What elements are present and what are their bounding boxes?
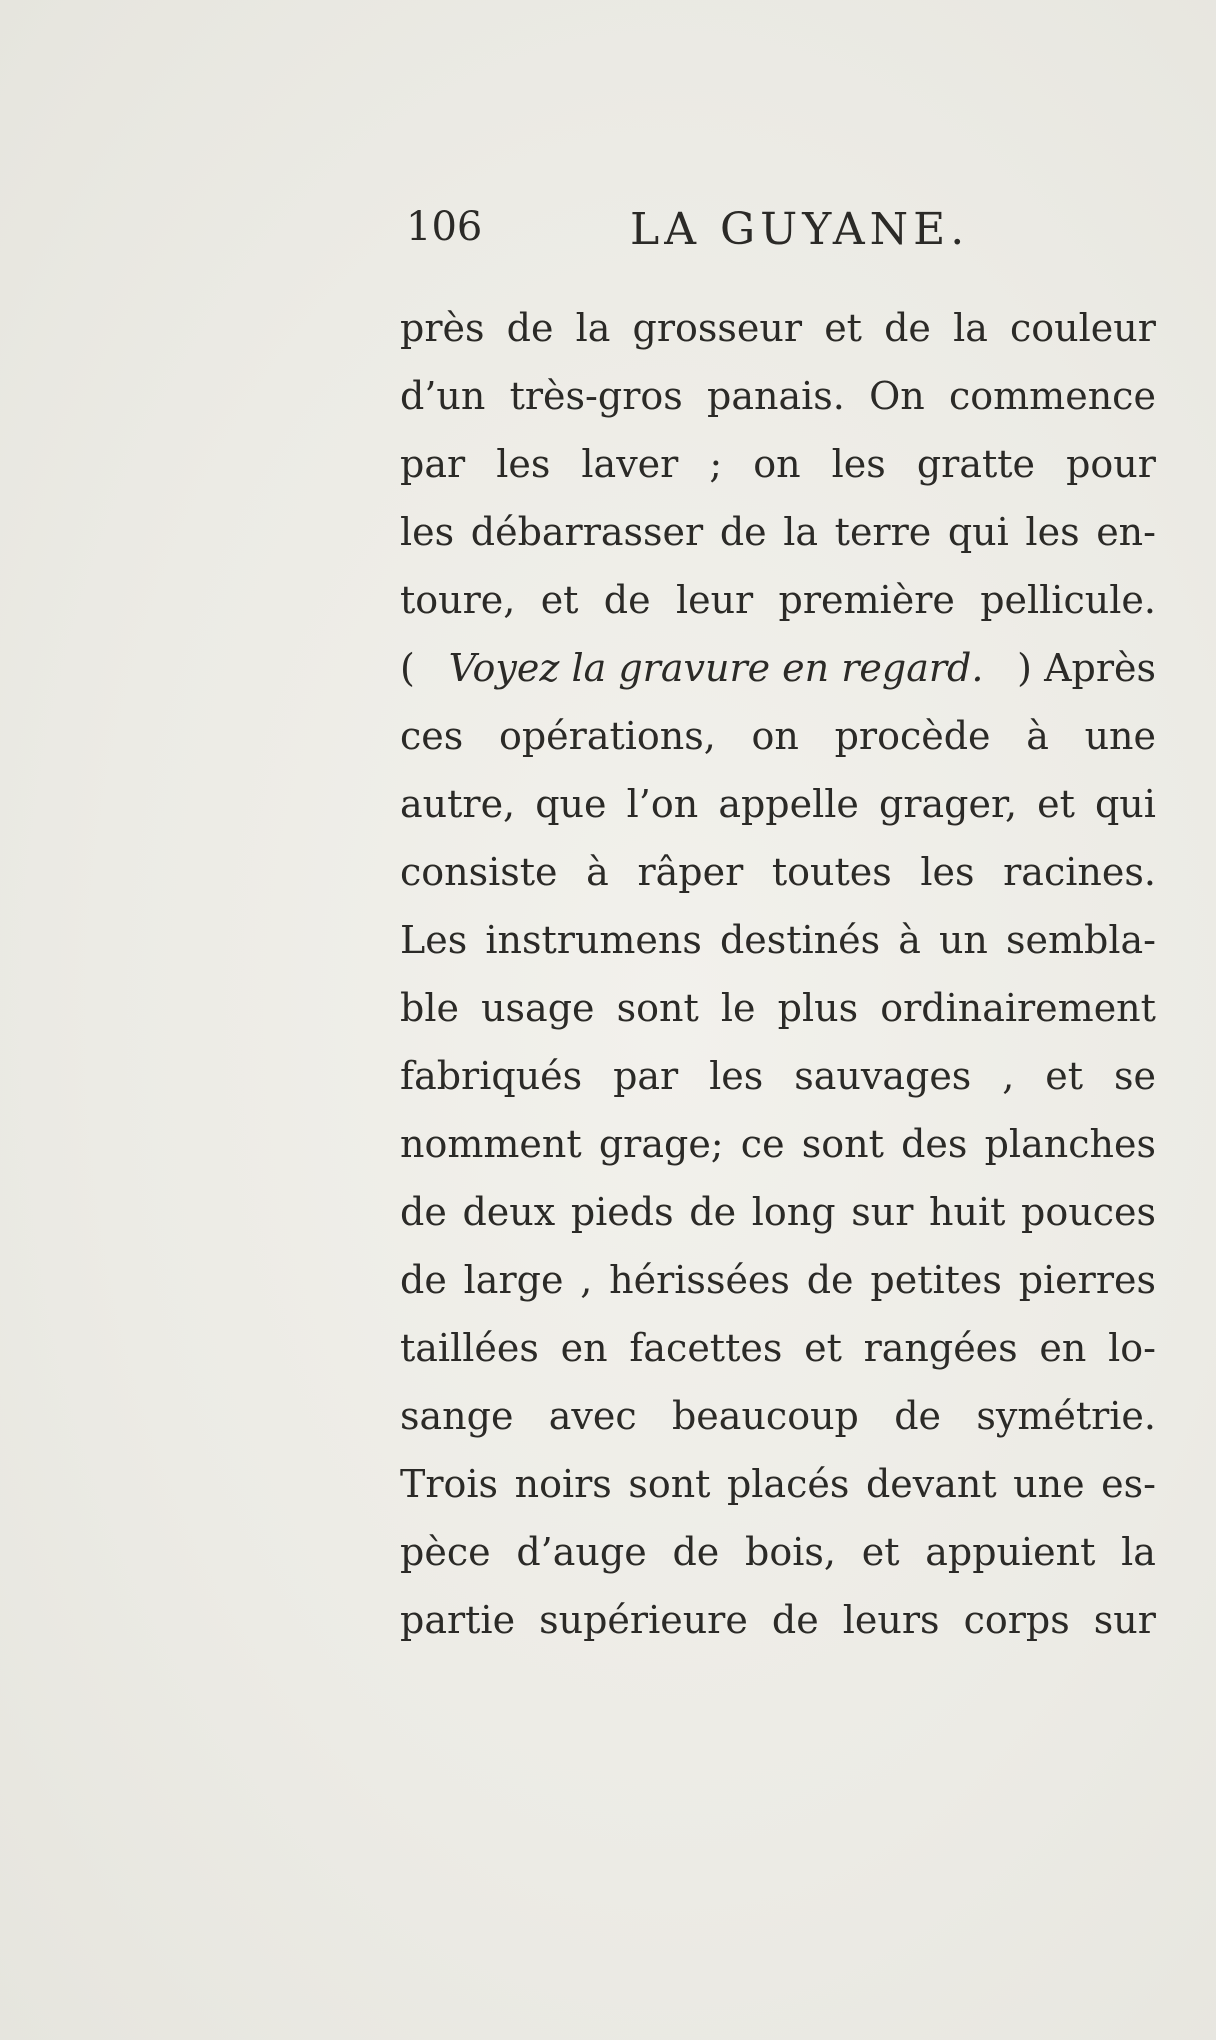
word: grage; bbox=[598, 1122, 724, 1166]
word: sur bbox=[1093, 1598, 1156, 1642]
word: On bbox=[869, 374, 925, 418]
text-line bbox=[400, 770, 1156, 838]
word: de bbox=[884, 306, 931, 350]
word: en bbox=[560, 1326, 608, 1370]
word: devant bbox=[865, 1462, 997, 1506]
word: autre, bbox=[400, 782, 516, 826]
word: toutes bbox=[771, 850, 892, 894]
word: et bbox=[804, 1326, 842, 1370]
word: les bbox=[400, 510, 455, 554]
word: sange bbox=[400, 1394, 514, 1438]
word: de bbox=[506, 306, 554, 350]
word: ce bbox=[740, 1122, 785, 1166]
word: deux bbox=[462, 1190, 556, 1234]
word: laver bbox=[581, 442, 679, 486]
word: usage bbox=[481, 986, 595, 1030]
text-line bbox=[400, 1042, 1156, 1110]
word: on bbox=[751, 714, 799, 758]
page-number: 106 bbox=[406, 204, 483, 250]
word: pouces bbox=[1021, 1190, 1156, 1234]
word: les bbox=[1025, 510, 1080, 554]
word: première bbox=[778, 578, 955, 622]
word: et bbox=[540, 578, 579, 622]
word: taillées bbox=[400, 1326, 539, 1370]
text-line bbox=[400, 1518, 1156, 1586]
word: de bbox=[400, 1258, 447, 1302]
word: de bbox=[771, 1598, 819, 1642]
text-line bbox=[400, 498, 1156, 566]
word: pellicule. bbox=[980, 578, 1156, 622]
text-line bbox=[400, 1382, 1156, 1450]
word: d’auge bbox=[516, 1530, 647, 1574]
word: leur bbox=[675, 578, 754, 622]
word: large bbox=[463, 1258, 564, 1302]
word: l’on bbox=[626, 782, 699, 826]
word: Les bbox=[400, 918, 468, 962]
text-line bbox=[400, 430, 1156, 498]
text-line bbox=[400, 906, 1156, 974]
word: qui bbox=[947, 510, 1009, 554]
text-line bbox=[400, 702, 1156, 770]
word: par bbox=[613, 1054, 679, 1098]
word: ; bbox=[709, 442, 723, 486]
word: facettes bbox=[629, 1326, 783, 1370]
word: appuient bbox=[925, 1530, 1096, 1574]
word: à bbox=[1026, 714, 1049, 758]
word: se bbox=[1113, 1054, 1156, 1098]
word: long bbox=[751, 1190, 836, 1234]
word: sont bbox=[801, 1122, 884, 1166]
word: sembla- bbox=[1005, 918, 1156, 962]
text-line bbox=[400, 566, 1156, 634]
word: par bbox=[400, 442, 466, 486]
word: de bbox=[894, 1394, 942, 1438]
paren-close: ) Après bbox=[1017, 646, 1156, 690]
word: que bbox=[535, 782, 607, 826]
word: bois, bbox=[745, 1530, 836, 1574]
word: procède bbox=[834, 714, 991, 758]
word: les bbox=[496, 442, 551, 486]
word: et bbox=[861, 1530, 900, 1574]
word: appelle bbox=[718, 782, 859, 826]
word: en bbox=[1039, 1326, 1087, 1370]
word: de bbox=[603, 578, 651, 622]
word: symétrie. bbox=[976, 1394, 1156, 1438]
word: sur bbox=[851, 1190, 914, 1234]
word: gratte bbox=[916, 442, 1036, 486]
word: qui bbox=[1094, 782, 1156, 826]
word: près bbox=[400, 306, 485, 350]
word: hérissées bbox=[609, 1258, 790, 1302]
text-line bbox=[400, 1450, 1156, 1518]
word: en- bbox=[1096, 510, 1156, 554]
word: la bbox=[953, 306, 988, 350]
word: plus bbox=[777, 986, 859, 1030]
word: sont bbox=[616, 986, 699, 1030]
word: nomment bbox=[400, 1122, 582, 1166]
word: de bbox=[400, 1190, 447, 1234]
word: de bbox=[672, 1530, 720, 1574]
word: huit bbox=[929, 1190, 1006, 1234]
word: petites bbox=[870, 1258, 1002, 1302]
word: les bbox=[709, 1054, 764, 1098]
word: et bbox=[1037, 782, 1075, 826]
word: pour bbox=[1066, 442, 1156, 486]
word: d’un bbox=[400, 374, 486, 418]
text-line bbox=[400, 1586, 1156, 1654]
word: sauvages bbox=[794, 1054, 972, 1098]
word: et bbox=[824, 306, 862, 350]
word: , bbox=[580, 1258, 593, 1302]
word: ces bbox=[400, 714, 464, 758]
word: ble bbox=[400, 986, 459, 1030]
word: une bbox=[1013, 1462, 1085, 1506]
figure-reference: Voyez la gravure en regard. bbox=[448, 646, 984, 690]
word: pierres bbox=[1018, 1258, 1156, 1302]
word: leurs bbox=[842, 1598, 940, 1642]
word: et bbox=[1045, 1054, 1084, 1098]
word: pieds bbox=[570, 1190, 674, 1234]
text-line bbox=[400, 1110, 1156, 1178]
word: à bbox=[586, 850, 609, 894]
word: les bbox=[920, 850, 975, 894]
page-header bbox=[406, 204, 1166, 264]
word: des bbox=[901, 1122, 968, 1166]
body-text bbox=[400, 294, 1156, 1654]
word: racines. bbox=[1003, 850, 1156, 894]
text-line bbox=[400, 1178, 1156, 1246]
word: supérieure bbox=[539, 1598, 748, 1642]
word: ordinairement bbox=[880, 986, 1156, 1030]
word: planches bbox=[984, 1122, 1156, 1166]
word: terre bbox=[834, 510, 932, 554]
word: beaucoup bbox=[671, 1394, 859, 1438]
word: très-gros bbox=[509, 374, 683, 418]
word: la bbox=[1121, 1530, 1156, 1574]
word: à bbox=[898, 918, 921, 962]
word: , bbox=[1002, 1054, 1015, 1098]
word: destinés bbox=[719, 918, 881, 962]
word: corps bbox=[963, 1598, 1070, 1642]
word: la bbox=[783, 510, 819, 554]
word: rangées bbox=[863, 1326, 1018, 1370]
word: de bbox=[719, 510, 767, 554]
word: fabriqués bbox=[400, 1054, 583, 1098]
word: râper bbox=[637, 850, 744, 894]
word: grosseur bbox=[632, 306, 803, 350]
word: partie bbox=[400, 1598, 516, 1642]
word: une bbox=[1084, 714, 1156, 758]
word: grager, bbox=[879, 782, 1018, 826]
word: consiste bbox=[400, 850, 558, 894]
word: lo- bbox=[1108, 1326, 1156, 1370]
word: commence bbox=[948, 374, 1156, 418]
word: le bbox=[720, 986, 756, 1030]
word: panais. bbox=[707, 374, 845, 418]
text-line-figure-reference bbox=[400, 634, 1156, 702]
word: de bbox=[806, 1258, 854, 1302]
running-title: LA GUYANE. bbox=[630, 204, 970, 255]
text-line bbox=[400, 974, 1156, 1042]
text-line bbox=[400, 838, 1156, 906]
word: on bbox=[753, 442, 801, 486]
word: de bbox=[689, 1190, 737, 1234]
word: Trois bbox=[400, 1462, 499, 1506]
word: couleur bbox=[1010, 306, 1156, 350]
word: placés bbox=[726, 1462, 850, 1506]
word: pèce bbox=[400, 1530, 491, 1574]
word: opérations, bbox=[498, 714, 716, 758]
word: un bbox=[938, 918, 988, 962]
word: la bbox=[575, 306, 611, 350]
word: avec bbox=[548, 1394, 637, 1438]
word: sont bbox=[628, 1462, 711, 1506]
text-line bbox=[400, 294, 1156, 362]
word: es- bbox=[1101, 1462, 1156, 1506]
paren-open: ( bbox=[400, 646, 415, 690]
word: instrumens bbox=[485, 918, 702, 962]
word: toure, bbox=[400, 578, 516, 622]
word: les bbox=[831, 442, 886, 486]
text-line bbox=[400, 1246, 1156, 1314]
text-line bbox=[400, 1314, 1156, 1382]
text-line bbox=[400, 362, 1156, 430]
word: noirs bbox=[514, 1462, 612, 1506]
word: débarrasser bbox=[470, 510, 704, 554]
